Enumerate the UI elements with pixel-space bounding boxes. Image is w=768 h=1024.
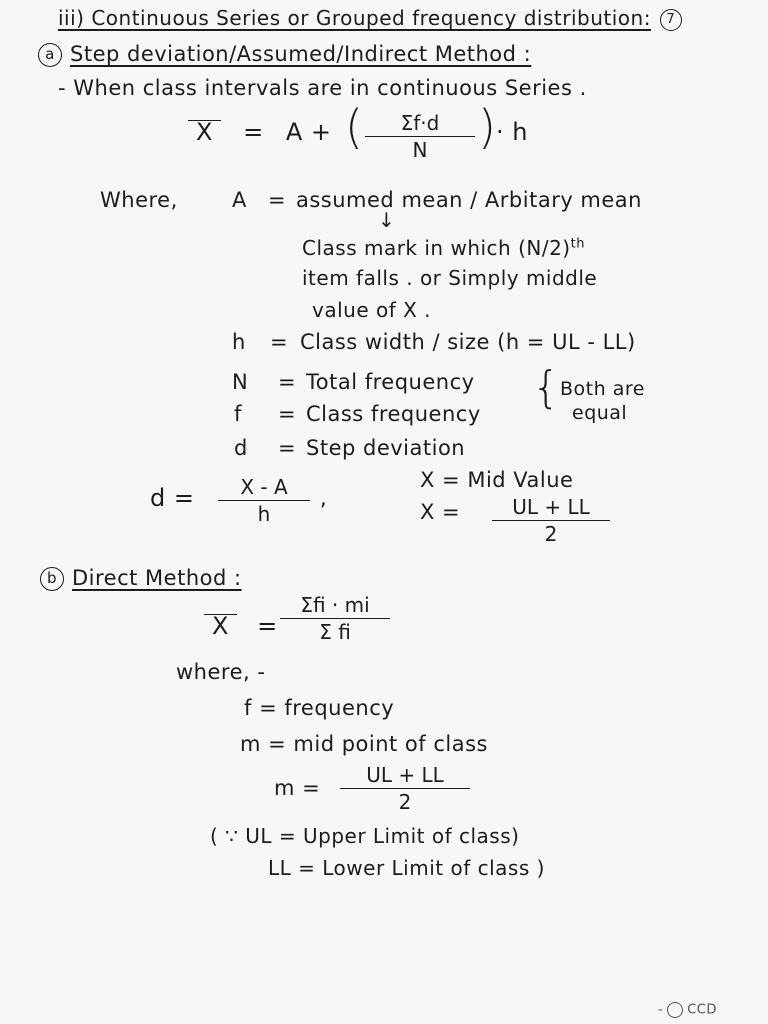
- x-mid-value: X = Mid Value: [420, 468, 574, 492]
- fraction-fm-over-f: [280, 592, 390, 645]
- assumed-mean-plus: A +: [285, 118, 332, 146]
- page-number-badge: 7: [660, 9, 682, 31]
- fraction-b-numerator: Σfi · mi: [280, 592, 390, 619]
- mean-symbol: X: [188, 120, 221, 143]
- page-heading: [58, 6, 690, 31]
- d-formula-comma: ,: [320, 486, 328, 510]
- fraction-fd-over-n: [365, 110, 475, 163]
- watermark-logo-icon: [667, 1002, 683, 1018]
- section-a-condition: - When class intervals are in continuous Series .: [58, 76, 587, 100]
- m-fraction-numerator: UL + LL: [340, 762, 470, 789]
- def-lower-limit: LL = Lower Limit of class ): [268, 856, 545, 880]
- fraction-b-denominator: Σ fi: [319, 620, 351, 644]
- def-n-symbol: N: [232, 370, 249, 394]
- where-label: Where,: [100, 188, 178, 212]
- section-a-title: [38, 42, 531, 67]
- def-h-eq: =: [270, 330, 289, 354]
- d-fraction-numerator: X - A: [218, 474, 310, 501]
- section-a-badge: a: [38, 43, 62, 67]
- def-h-text: Class width / size (h = UL - LL): [300, 330, 636, 354]
- equals-sign-b: =: [257, 612, 278, 640]
- def-f-eq: =: [278, 402, 297, 426]
- d-fraction-denominator: h: [257, 502, 271, 526]
- watermark-text: CCD: [687, 1002, 717, 1018]
- def-f-symbol: f: [234, 402, 242, 426]
- paren-close: ): [478, 100, 497, 154]
- mean-formula-b: [204, 612, 278, 640]
- def-midpoint: m = mid point of class: [240, 732, 488, 756]
- def-n-eq: =: [278, 370, 297, 394]
- def-a-eq: =: [268, 188, 287, 212]
- down-arrow-icon: ↓: [378, 208, 396, 232]
- m-fraction-denominator: 2: [398, 790, 412, 814]
- heading-text: iii) Continuous Series or Grouped frequency distribution:: [58, 6, 651, 30]
- where-label-b: where, -: [176, 660, 266, 684]
- brace-note-2: equal: [572, 402, 628, 424]
- fraction-denominator: N: [412, 138, 428, 162]
- x-fraction: [492, 494, 610, 547]
- curly-brace: {: [532, 362, 560, 413]
- section-b-badge: b: [40, 567, 64, 591]
- def-d-symbol: d: [234, 436, 248, 460]
- section-a-title-text: Step deviation/Assumed/Indirect Method :: [70, 42, 532, 66]
- d-formula-lhs: d =: [150, 484, 195, 512]
- x-fraction-numerator: UL + LL: [492, 494, 610, 521]
- x-formula-lhs: X =: [420, 500, 461, 524]
- def-frequency: f = frequency: [244, 696, 395, 720]
- def-a-symbol: A: [232, 188, 247, 212]
- class-mark-note-1-text: Class mark in which (N/2): [302, 236, 571, 260]
- def-a-text: assumed mean / Arbitary mean: [296, 188, 642, 212]
- times-h: · h: [496, 118, 528, 146]
- note-superscript: th: [570, 236, 585, 252]
- m-fraction: [340, 762, 470, 815]
- def-upper-limit: ( ∵ UL = Upper Limit of class): [210, 824, 520, 848]
- class-mark-note-1: [302, 236, 585, 260]
- brace-note-1: Both are: [560, 378, 645, 400]
- def-n-text: Total frequency: [306, 370, 475, 394]
- section-b-title: [40, 566, 242, 591]
- section-b-title-text: Direct Method :: [72, 566, 242, 590]
- fraction-numerator: Σf·d: [365, 110, 475, 137]
- paren-open: (: [345, 100, 364, 154]
- def-d-eq: =: [278, 436, 297, 460]
- d-fraction: [218, 474, 310, 527]
- x-fraction-denominator: 2: [544, 522, 558, 546]
- equals-sign: =: [243, 118, 264, 146]
- class-mark-note-3: value of X .: [312, 298, 432, 322]
- watermark: - CCD: [658, 1002, 717, 1018]
- class-mark-note-2: item falls . or Simply middle: [302, 266, 598, 290]
- mean-formula-a: [188, 118, 332, 146]
- def-h-symbol: h: [232, 330, 246, 354]
- def-f-text: Class frequency: [306, 402, 481, 426]
- mean-symbol-b: X: [204, 614, 237, 637]
- m-formula-lhs: m =: [274, 776, 321, 800]
- def-d-text: Step deviation: [306, 436, 466, 460]
